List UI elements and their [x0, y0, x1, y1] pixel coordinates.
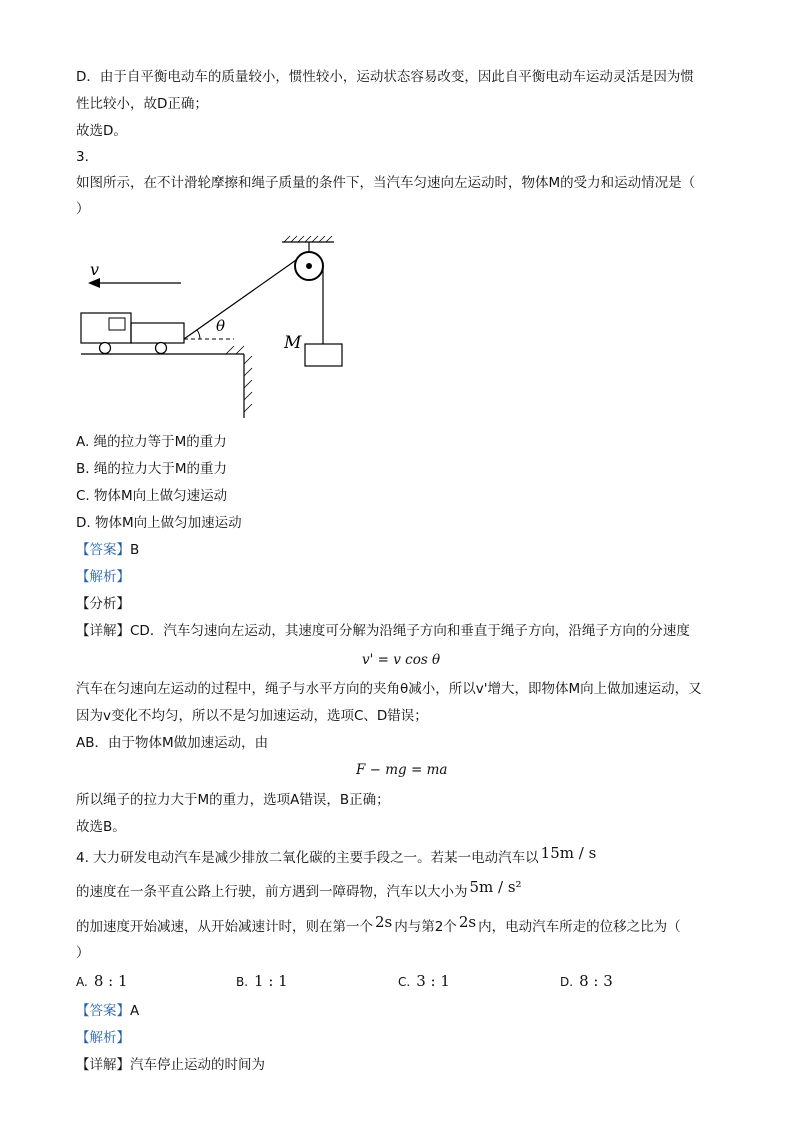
answer-value: A — [130, 1003, 140, 1019]
q4-stem: 内与第2个 — [394, 919, 457, 935]
truck-wheel-front — [156, 343, 167, 354]
detail-line — [76, 622, 690, 640]
q4-speed: 15m / s — [540, 844, 597, 862]
option-a: A. 绳的拉力等于M的重力 — [76, 434, 227, 450]
answer-line — [76, 541, 139, 559]
analysis-tag: 【解析】 — [76, 569, 130, 585]
detail-text: 汽车停止运动的时间为 — [130, 1057, 265, 1073]
fenxi-tag: 【分析】 — [76, 596, 130, 612]
detail-text: 因为v变化不均匀，所以不是匀加速运动，选项C、D错误； — [76, 708, 428, 724]
detail-text: 汽车在匀速向左运动的过程中，绳子与水平方向的夹角θ减小，所以v'增大，即物体M向上做加速运动，又 — [76, 681, 702, 697]
detail-text: AB．由于物体M做加速运动，由 — [76, 735, 269, 751]
answer-tag: 【答案】 — [76, 1003, 130, 1019]
pulley-axle — [306, 263, 312, 269]
text-line: 故选D。 — [76, 123, 127, 139]
q4-stem: 的速度在一条平直公路上行驶，前方遇到一障碍物，汽车以大小为 — [76, 884, 468, 900]
q4-option-c — [398, 972, 450, 990]
option-d: D. 物体M向上做匀加速运动 — [76, 515, 242, 531]
detail-tag: 【详解】 — [76, 623, 130, 639]
option-value: 3 : 1 — [416, 972, 450, 990]
text-line: D．由于自平衡电动车的质量较小，惯性较小，运动状态容易改变，因此自平衡电动车运动灵活是因为惯 — [76, 69, 694, 85]
option-b: B. 绳的拉力大于M的重力 — [76, 461, 227, 477]
mass-label: M — [284, 333, 302, 353]
rope-inclined — [184, 258, 299, 339]
detail-text: 故选B。 — [76, 819, 126, 835]
q4-stem: 4. 大力研发电动汽车是减少排放二氧化碳的主要手段之一。若某一电动汽车以 — [76, 850, 539, 866]
answer-tag: 【答案】 — [76, 542, 130, 558]
detail-tag: 【详解】 — [76, 1057, 130, 1073]
q4-stem: 内，电动汽车所走的位移之比为（ — [478, 919, 681, 935]
option-letter: A. — [76, 975, 88, 989]
q4-stem: 的加速度开始减速，从开始减速计时，则在第一个 — [76, 919, 373, 935]
q4-answer-line — [76, 1002, 139, 1020]
angle-arc — [197, 330, 200, 339]
q4-detail-line — [76, 1056, 265, 1074]
option-value: 8 : 3 — [579, 972, 613, 990]
q4-time-1: 2s — [375, 913, 393, 931]
q4-accel: 5m / s² — [469, 878, 522, 896]
ground-hatch — [226, 346, 252, 412]
theta-label: θ — [216, 317, 226, 335]
mass-block — [305, 344, 342, 366]
q4-option-d — [560, 972, 613, 990]
truck-bed — [131, 323, 184, 343]
option-value: 8 : 1 — [93, 972, 128, 990]
option-c: C. 物体M向上做匀速运动 — [76, 488, 228, 504]
option-letter: D. — [560, 975, 574, 989]
equation-velocity: v' = v cos θ — [362, 652, 441, 668]
question-number: 3. — [76, 149, 89, 165]
detail-text: 所以绳子的拉力大于M的重力，选项A错误，B正确； — [76, 792, 390, 808]
q4-option-b — [236, 972, 288, 990]
pulley-truck-diagram — [76, 228, 356, 423]
q4-stem-end: ） — [76, 945, 90, 961]
answer-value: B — [130, 542, 140, 558]
option-letter: C. — [398, 975, 411, 989]
option-letter: B. — [236, 975, 249, 989]
q4-time-2: 2s — [458, 913, 477, 931]
detail-text: CD．汽车匀速向左运动，其速度可分解为沿绳子方向和垂直于绳子方向，沿绳子方向的分速度 — [130, 623, 690, 639]
velocity-arrowhead — [88, 278, 100, 288]
truck-wheel-rear — [100, 343, 111, 354]
question-stem-end: ） — [76, 201, 90, 217]
option-value: 1 : 1 — [254, 972, 288, 990]
ceiling-hatch — [284, 236, 332, 242]
velocity-label: v — [90, 260, 100, 279]
q4-analysis-tag: 【解析】 — [76, 1030, 130, 1046]
text-line: 性比较小，故D正确； — [76, 96, 208, 112]
q4-option-a — [76, 972, 128, 990]
q4-stem-line — [76, 878, 522, 901]
q4-stem-line — [76, 844, 597, 867]
q4-stem-line — [76, 913, 681, 936]
question-stem: 如图所示，在不计滑轮摩擦和绳子质量的条件下，当汽车匀速向左运动时，物体M的受力和运动情况是（ — [76, 175, 696, 191]
truck-window — [109, 318, 125, 330]
equation-newton: F − mg = ma — [356, 762, 448, 778]
